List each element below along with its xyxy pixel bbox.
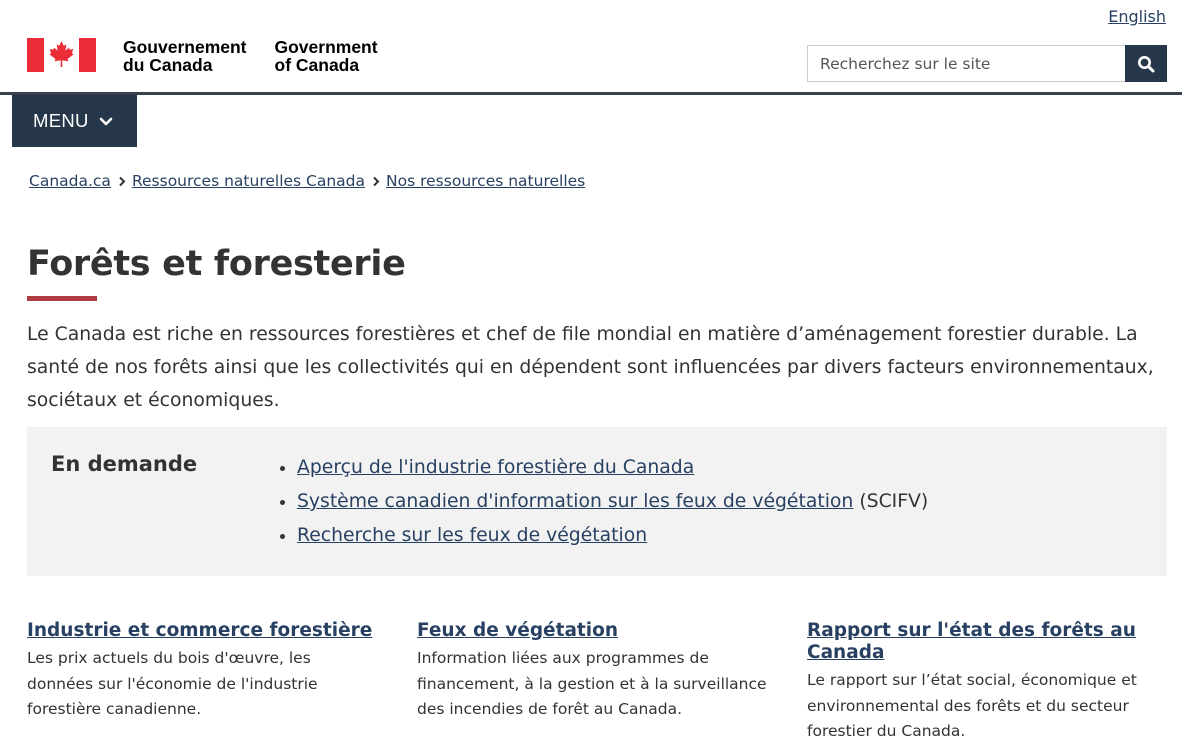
card-title-link[interactable]: Rapport sur l'état des forêts au Canada — [807, 620, 1136, 663]
breadcrumb-link-canada[interactable]: Canada.ca — [29, 172, 111, 190]
list-item — [297, 451, 928, 485]
card-forest-industry — [27, 620, 387, 723]
header-divider — [0, 92, 1182, 95]
search-input[interactable] — [807, 45, 1125, 82]
intro-paragraph: Le Canada est riche en ressources forestières et chef de file mondial en matière d’aménagement forestier durable. La santé de nos forêts ainsi que les collectivités qui en dépendent sont influencées par divers facteurs environnementaux, sociétaux et économiques. — [27, 324, 1154, 412]
wordmark-french-line2: du Canada — [123, 55, 213, 75]
card-wildfires — [417, 620, 777, 723]
in-demand-heading: En demande — [51, 452, 198, 476]
title-underline — [27, 296, 97, 301]
menu-button[interactable] — [12, 95, 137, 147]
search-icon — [1137, 55, 1155, 73]
canada-flag-icon — [27, 38, 96, 72]
breadcrumb-link-rncan[interactable]: Ressources naturelles Canada — [131, 172, 366, 190]
card-description: Les prix actuels du bois d'œuvre, les données sur l'économie de l'industrie forestière canadienne. — [27, 649, 318, 718]
chevron-right-icon — [372, 176, 380, 187]
chevron-right-icon — [118, 176, 126, 187]
language-toggle-link[interactable]: English — [1108, 7, 1166, 26]
breadcrumb — [29, 172, 585, 190]
in-demand-link-wildfire-research[interactable]: Recherche sur les feux de végétation — [297, 525, 648, 546]
list-item — [297, 519, 928, 553]
wordmark-english-line1: Government — [274, 37, 378, 57]
breadcrumb-link-resources[interactable]: Nos ressources naturelles — [386, 172, 586, 190]
page-title: Forêts et foresterie — [27, 244, 406, 284]
site-search — [807, 45, 1167, 82]
card-description: Le rapport sur l’état social, économique et environnemental des forêts et du secteur forestier du Canada. — [807, 671, 1137, 740]
list-item — [297, 485, 928, 519]
chevron-down-icon — [99, 117, 113, 127]
wordmark-english-line2: of Canada — [274, 55, 360, 75]
card-title-link[interactable]: Feux de végétation — [417, 620, 618, 641]
in-demand-list — [275, 451, 928, 553]
wordmark-english — [275, 38, 378, 74]
card-state-of-forests — [807, 620, 1167, 745]
in-demand-panel — [27, 427, 1167, 576]
in-demand-suffix: (SCIFV) — [853, 491, 929, 512]
wordmark-french-line1: Gouvernement — [123, 37, 247, 57]
wordmark-french — [123, 38, 247, 74]
menu-label: MENU — [33, 110, 89, 131]
goc-signature[interactable] — [27, 38, 406, 74]
in-demand-link-cwfis[interactable]: Système canadien d'information sur les feux de végétation — [297, 491, 854, 512]
card-description: Information liées aux programmes de financement, à la gestion et à la surveillance des incendies de forêt au Canada. — [417, 649, 767, 718]
in-demand-link-industry-overview[interactable]: Aperçu de l'industrie forestière du Canada — [297, 457, 695, 478]
search-button[interactable] — [1125, 45, 1167, 82]
card-title-link[interactable]: Industrie et commerce forestière — [27, 620, 373, 641]
